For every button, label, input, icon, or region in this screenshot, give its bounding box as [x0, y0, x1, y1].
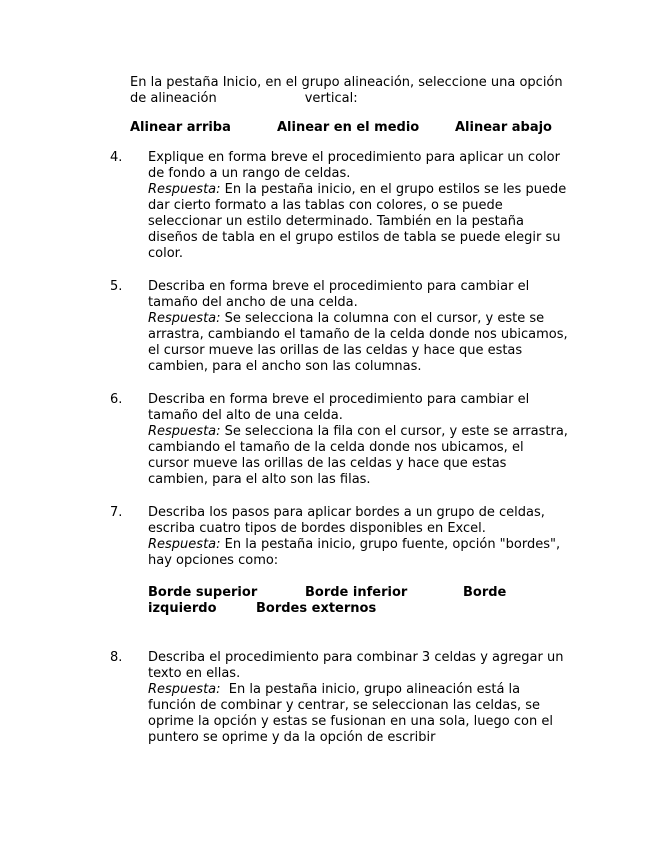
option-align-middle: Alinear en el medio	[277, 120, 420, 135]
border-outside-option: Bordes externos	[256, 601, 377, 616]
question-number: 4.	[110, 150, 123, 165]
border-left-option-continued: izquierdo	[148, 601, 217, 616]
intro-line-2-start: de alineación	[130, 91, 217, 106]
answer-text	[148, 311, 568, 375]
border-top-option: Borde superior	[148, 585, 258, 600]
border-left-option: Borde	[463, 585, 507, 600]
question-number: 8.	[110, 650, 123, 665]
answer-label: Respuesta:	[148, 311, 221, 326]
option-align-top: Alinear arriba	[130, 120, 231, 135]
intro-paragraph	[130, 75, 570, 107]
question-text: Describa en forma breve el procedimiento para cambiar el tamaño del ancho de una celda.	[148, 279, 530, 310]
alignment-options	[130, 120, 590, 136]
intro-line-2	[130, 91, 570, 107]
answer-content: En la pestaña inicio, en el grupo estilos se les puede dar cierto formato a las tablas con colores, o se puede seleccionar un estilo determinado. También en la pestaña diseños de tabla en el grupo estilos de tabla se puede elegir su color.	[148, 182, 567, 261]
intro-line-2-end: vertical:	[304, 91, 358, 106]
border-options	[148, 585, 568, 617]
question-text: Describa el procedimiento para combinar 3 celdas y agregar un texto en ellas.	[148, 650, 564, 681]
intro-line-1: En la pestaña Inicio, en el grupo alineación, seleccione una opción	[130, 75, 563, 90]
question-number: 5.	[110, 279, 123, 294]
question-text: Explique en forma breve el procedimiento para aplicar un color de fondo a un rango de celdas.	[148, 150, 560, 181]
answer-label: Respuesta:	[148, 682, 221, 697]
question-number: 7.	[110, 505, 123, 520]
answer-text	[148, 182, 568, 262]
question-text: Describa en forma breve el procedimiento para cambiar el tamaño del alto de una celda.	[148, 392, 530, 423]
question-text: Describa los pasos para aplicar bordes a un grupo de celdas, escriba cuatro tipos de bordes disponibles en Excel.	[148, 505, 545, 536]
answer-content: En la pestaña inicio, grupo fuente, opción "bordes", hay opciones como:	[148, 537, 561, 568]
answer-text	[148, 682, 568, 746]
answer-text	[148, 424, 568, 488]
answer-content: Se selecciona la fila con el cursor, y este se arrastra, cambiando el tamaño de la celda donde nos ubicamos, el cursor mueve las orillas de las celdas y hace que estas cambien, para el alto son las filas.	[148, 424, 568, 487]
option-align-bottom: Alinear abajo	[455, 120, 552, 135]
answer-label: Respuesta:	[148, 182, 221, 197]
answer-label: Respuesta:	[148, 537, 221, 552]
question-number: 6.	[110, 392, 123, 407]
answer-text	[148, 537, 568, 569]
answer-content: En la pestaña inicio, grupo alineación está la función de combinar y centrar, se seleccionan las celdas, se oprime la opción y estas se fusionan en una sola, luego con el puntero se oprime y da la opción de escribir	[148, 682, 558, 745]
answer-content: Se selecciona la columna con el cursor, y este se arrastra, cambiando el tamaño de la celda donde nos ubicamos, el cursor mueve las orillas de las celdas y hace que estas cambien, para el ancho son las columnas.	[148, 311, 568, 374]
answer-label: Respuesta:	[148, 424, 221, 439]
border-bottom-option: Borde inferior	[305, 585, 408, 600]
